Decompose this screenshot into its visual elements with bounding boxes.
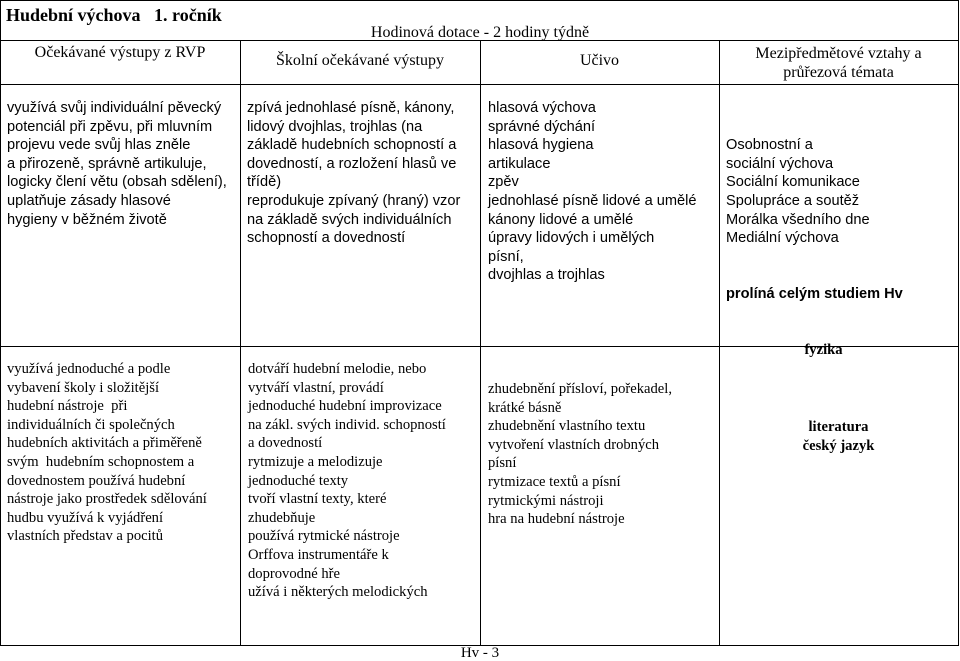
row2-school-outcomes — [248, 360, 480, 602]
text-line: tvoří vlastní texty, které — [248, 491, 387, 508]
col-divider-2 — [480, 40, 481, 645]
text-line: zpívá jednohlasé písně, kánony, — [247, 100, 455, 116]
text-line: hygieny v běžném životě — [7, 211, 167, 228]
text-line: na zákl. svých individ. schopností — [248, 416, 446, 433]
text-line: jednohlasé písně lidové a umělé — [488, 192, 697, 209]
row2-cross-line1: literatura — [808, 419, 869, 435]
text-line: potenciál při zpěvu, při mluvním — [7, 118, 213, 135]
text-line: individuálních či společných — [7, 416, 175, 433]
text-line: využívá svůj individuální pěvecký — [7, 100, 222, 116]
text-line: písní, — [488, 248, 524, 265]
text-line: svým hudebním schopnostem a — [7, 453, 195, 470]
text-line: sociální výchova — [726, 155, 834, 172]
text-line: jednoduché texty — [248, 472, 349, 489]
text-line: zpěv — [488, 174, 519, 191]
text-line: třídě) — [247, 174, 282, 191]
text-line: písní — [488, 455, 517, 472]
page-footer: Hv - 3 — [460, 645, 500, 661]
text-line: reprodukuje zpívaný (hraný) vzor — [247, 192, 461, 209]
text-line: vlastních představ a pocitů — [7, 528, 164, 545]
text-line: kánony lidové a umělé — [488, 211, 634, 228]
text-line: vytvoření vlastních drobných — [488, 436, 660, 453]
text-line: hudbu využívá k vyjádření — [7, 509, 164, 526]
text-line: zhudebnění vlastního textu — [488, 418, 646, 435]
text-line: rytmizace textů a písní — [488, 473, 621, 490]
page-title: Hudební výchova 1. ročník — [6, 5, 222, 25]
text-line: rytmickými nástroji — [488, 492, 604, 509]
text-line: používá rytmické nástroje — [248, 528, 400, 545]
col-divider-3 — [719, 40, 720, 645]
row1-cross-list — [726, 136, 956, 248]
text-line: Osobnostní a — [726, 137, 813, 154]
top-border — [0, 0, 959, 1]
text-line: dovedností, a rozložení hlasů ve — [247, 155, 457, 172]
row2-cross-curricular — [719, 418, 958, 455]
header-cross-curricular — [719, 44, 958, 82]
text-line: hudebních aktivitách a přiměřeně — [7, 435, 202, 452]
text-line: a dovedností — [248, 435, 323, 452]
text-line: zhudebňuje — [248, 509, 316, 526]
header-curriculum: Učivo — [579, 52, 620, 69]
text-line: vytváří vlastní, provádí — [248, 379, 384, 396]
text-line: Sociální komunikace — [726, 174, 860, 191]
title-divider — [0, 40, 240, 41]
text-line: krátké básně — [488, 399, 562, 416]
text-line: úpravy lidových i umělých — [488, 230, 655, 247]
text-line: Mediální výchova — [726, 230, 839, 247]
text-line: logicky člení větu (obsah sdělení), — [7, 174, 227, 191]
hours-line: Hodinová dotace - 2 hodiny týdně — [370, 24, 590, 41]
text-line: dovednostem používá hudební — [7, 472, 186, 489]
text-line: schopností a dovedností — [247, 230, 406, 247]
row1-cross-curricular — [726, 99, 956, 378]
text-line: Spolupráce a soutěž — [726, 192, 860, 209]
text-line: uplatňuje zásady hlasové — [7, 192, 171, 209]
text-line: užívá i některých melodických — [248, 584, 428, 601]
header-col4-line2: průřezová témata — [783, 64, 894, 81]
text-line: dotváří hudební melodie, nebo — [248, 361, 427, 377]
text-line: hlasová hygiena — [488, 137, 594, 154]
text-line: využívá jednoduché a podle — [7, 361, 171, 377]
text-line: nástroje jako prostředek sdělování — [7, 491, 207, 508]
row2-cross-line2: český jazyk — [802, 437, 875, 454]
row1-cross-bold2: fyzika — [804, 341, 843, 358]
text-line: Morálka všedního dne — [726, 211, 870, 228]
header-bottom — [0, 84, 959, 85]
row2-rvp-outcomes — [7, 360, 239, 546]
text-line: jednoduché hudební improvizace — [248, 398, 442, 415]
text-line: na základě svých individuálních — [247, 211, 452, 228]
text-line: hudební nástroje při — [7, 398, 128, 415]
row1-cross-bold1: prolíná celým studiem Hv — [726, 285, 903, 302]
text-line: správné dýchání — [488, 118, 596, 135]
row1-curriculum — [488, 99, 718, 285]
text-line: projevu vede svůj hlas zněle — [7, 137, 191, 154]
header-school-outcomes: Školní očekávané výstupy — [276, 52, 444, 69]
row2-curriculum — [488, 380, 718, 529]
text-line: a přirozeně, správně artikuluje, — [7, 155, 207, 172]
row1-school-outcomes — [247, 99, 477, 248]
text-line: lidový dvojhlas, trojhlas (na — [247, 118, 423, 135]
text-line: artikulace — [488, 155, 551, 172]
text-line: rytmizuje a melodizuje — [248, 453, 383, 470]
text-line: Orffova instrumentáře k — [248, 546, 389, 563]
col-divider-1 — [240, 40, 241, 645]
header-col4-line1: Mezipředmětové vztahy a — [755, 45, 922, 62]
text-line: základě hudebních schopností a — [247, 137, 457, 154]
text-line: zhudebnění přísloví, pořekadel, — [488, 381, 672, 397]
row1-rvp-outcomes — [7, 99, 237, 229]
text-line: hlasová výchova — [488, 100, 596, 116]
right-border — [958, 0, 959, 645]
text-line: dvojhlas a trojhlas — [488, 267, 605, 284]
text-line: hra na hudební nástroje — [488, 511, 625, 528]
left-border — [0, 0, 1, 645]
text-line: doprovodné hře — [248, 565, 340, 582]
text-line: vybavení školy i složitější — [7, 379, 160, 396]
header-expected-outcomes: Očekávané výstupy z RVP — [34, 44, 206, 61]
